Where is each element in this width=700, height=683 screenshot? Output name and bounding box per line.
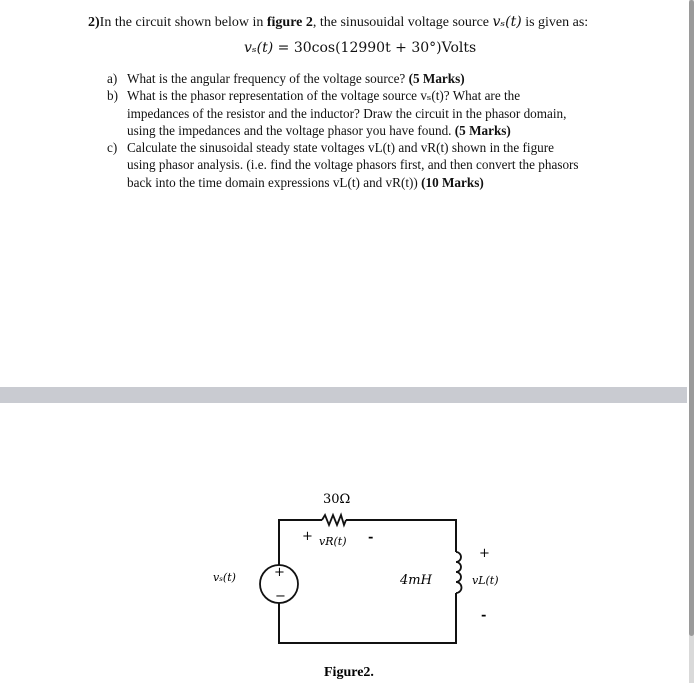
sub-question-text: using the impedances and the voltage phasor you have found. <box>127 122 455 138</box>
inductor-minus-sign: - <box>481 608 487 623</box>
marks-badge: (10 Marks) <box>421 174 484 190</box>
sub-question-text: Calculate the sinusoidal steady state voltages vL(t) and vR(t) shown in the figure <box>127 140 555 156</box>
sub-question-text: using phasor analysis. (i.e. find the voltage phasors first, and then convert the phasors <box>127 157 579 173</box>
figure-reference: figure 2 <box>266 15 313 30</box>
source-plus-sign: + <box>274 565 285 580</box>
resistor-value-label: 30Ω <box>323 492 351 507</box>
marks-badge: (5 Marks) <box>408 71 465 86</box>
inductor-plus-sign: + <box>479 546 490 561</box>
top-right-wire <box>346 520 456 552</box>
question-intro-continued: , the sinusouidal voltage source <box>312 15 493 30</box>
source-minus-sign: − <box>275 589 286 604</box>
question-intro: In the circuit shown below in <box>99 15 267 30</box>
top-left-wire <box>279 520 322 565</box>
sub-question-text: What is the phasor representation of the voltage source vₛ(t)? What are the <box>127 88 521 104</box>
source-label: vₛ(t) <box>213 571 236 584</box>
resistor-minus-sign: - <box>368 530 374 545</box>
resistor-voltage-label: vR(t) <box>319 535 347 548</box>
inductor-symbol <box>456 552 462 593</box>
inductor-value-label: 4mH <box>400 573 432 588</box>
question-intro-end: is given as: <box>521 15 589 30</box>
sub-question-text: impedances of the resistor and the inductor? Draw the circuit in the phasor domain, <box>127 105 567 121</box>
source-symbol: vₛ(t) <box>492 14 522 30</box>
sub-question-text: back into the time domain expressions vL(t) and vR(t)) <box>127 174 422 190</box>
sub-question-letter: a) <box>107 71 118 86</box>
equation-rhs: = 30cos(12990t + 30°)Volts <box>273 40 477 56</box>
sub-question-letter: b) <box>107 88 118 104</box>
inductor-voltage-label: vL(t) <box>472 574 499 587</box>
equation-lhs: vₛ(t) <box>244 40 274 56</box>
sub-question-letter: c) <box>107 140 118 156</box>
resistor-symbol <box>322 515 346 525</box>
question-number: 2) <box>88 15 100 30</box>
figure-caption: Figure2. <box>324 665 374 680</box>
resistor-plus-sign: + <box>302 529 313 544</box>
sub-question-text: What is the angular frequency of the voltage source? <box>127 71 409 86</box>
marks-badge: (5 Marks) <box>454 122 511 138</box>
bottom-wire <box>279 593 456 643</box>
